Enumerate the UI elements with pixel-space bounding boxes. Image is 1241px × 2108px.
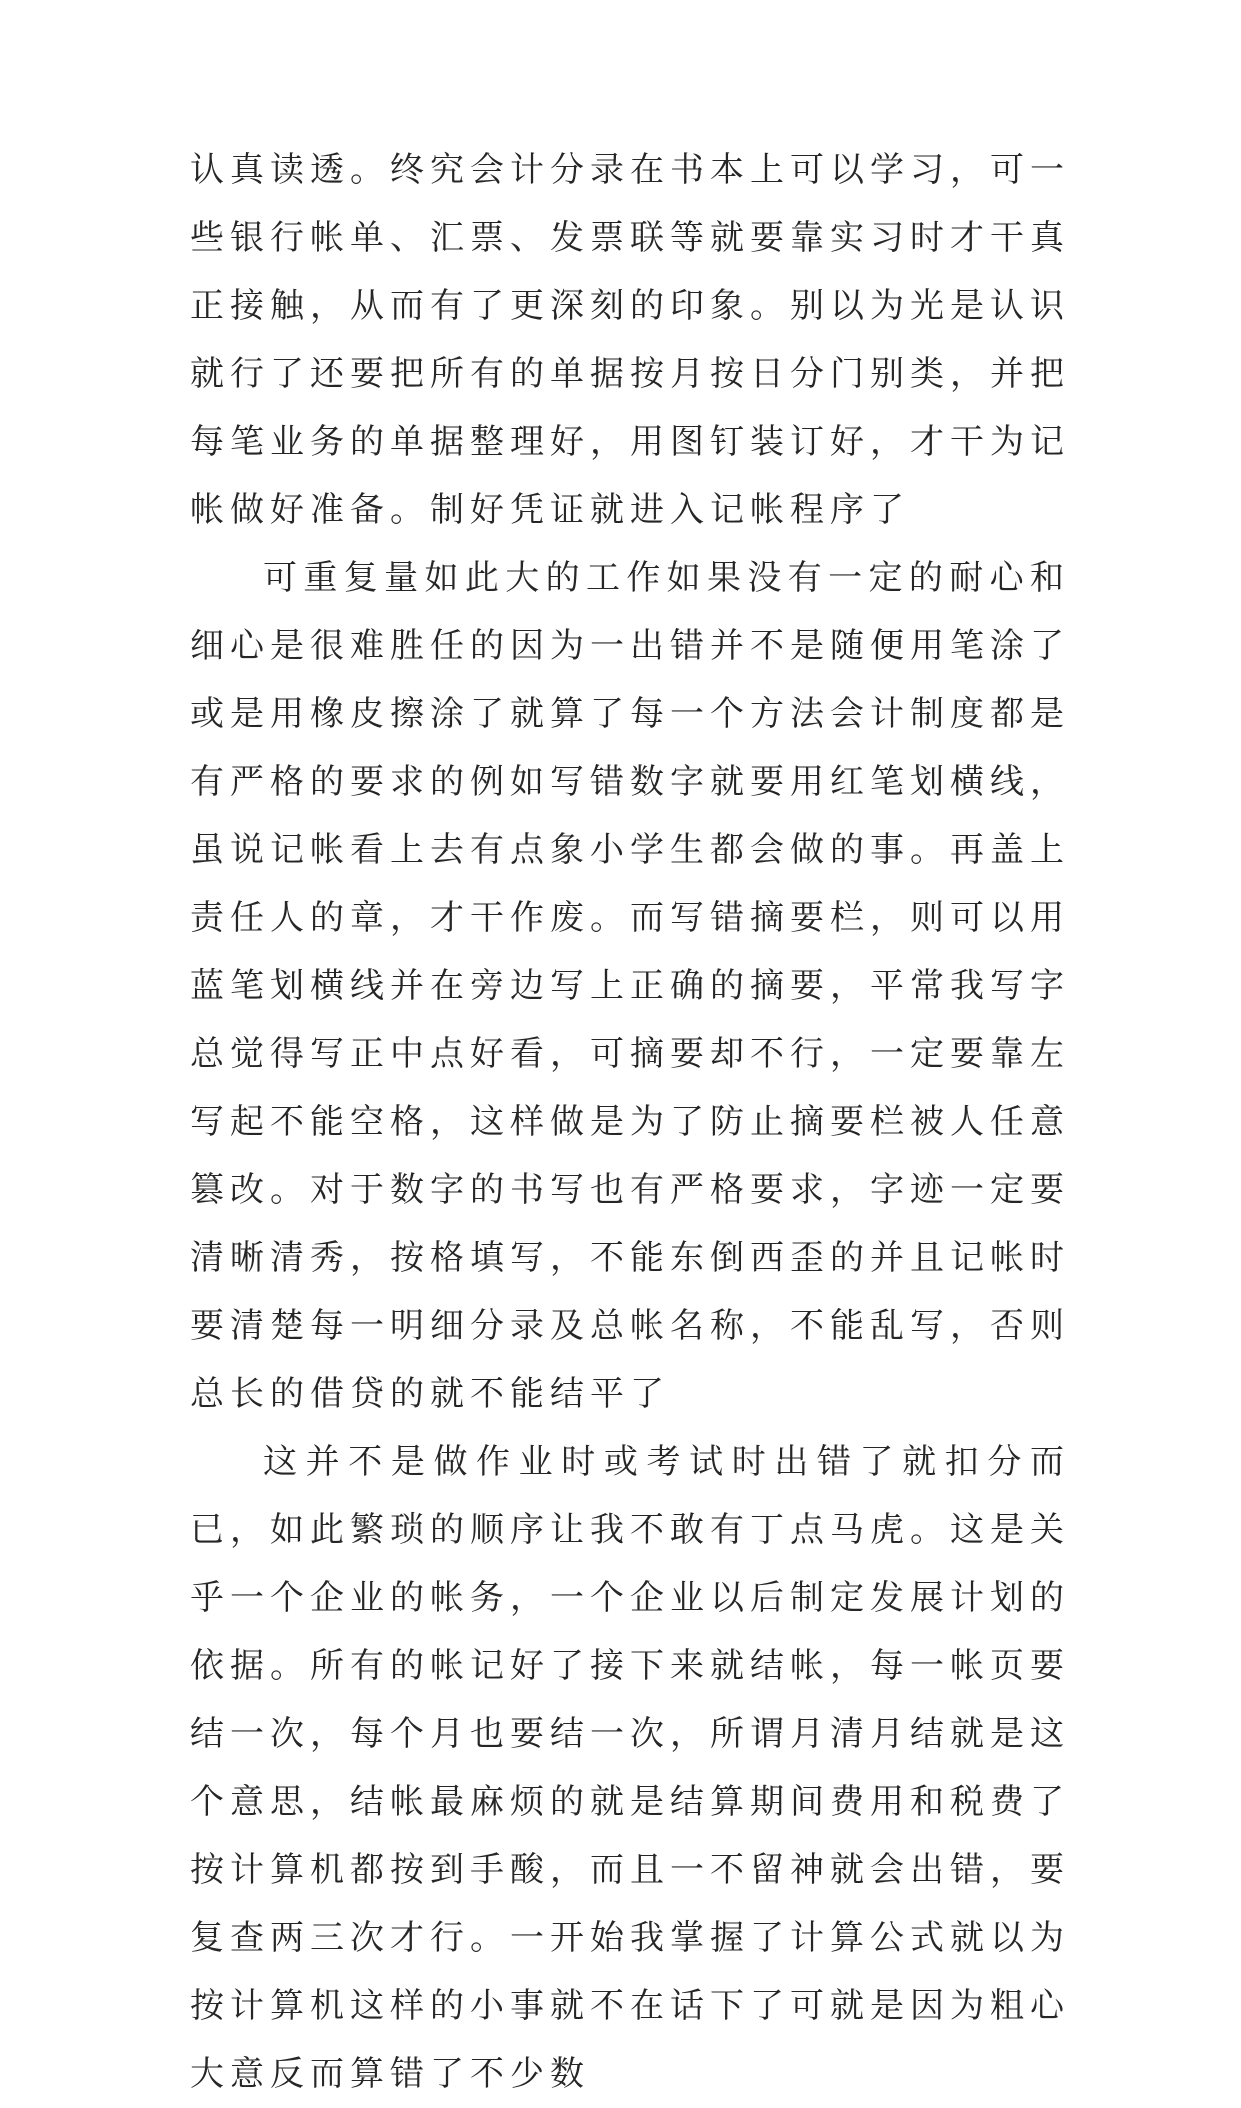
paragraph-1: 认真读透。终究会计分录在书本上可以学习，可一些银行帐单、汇票、发票联等就要靠实习时才干真正接触，从而有了更深刻的印象。别以为光是认识就行了还要把所有的单据按月按日分门别类，并把每笔业务的单据整理好，用图钉装订好，才干为记帐做好准备。制好凭证就进入记帐程序了 [190, 150, 1070, 530]
paragraph-2: 可重复量如此大的工作如果没有一定的耐心和细心是很难胜任的因为一出错并不是随便用笔涂了或是用橡皮擦涂了就算了每一个方法会计制度都是有严格的要求的例如写错数字就要用红笔划横线，虽说记帐看上去有点象小学生都会做的事。再盖上责任人的章，才干作废。而写错摘要栏，则可以用蓝笔划横线并在旁边写上正确的摘要，平常我写字总觉得写正中点好看，可摘要却不行，一定要靠左写起不能空格，这样做是为了防止摘要栏被人任意篡改。对于数字的书写也有严格要求，字迹一定要清晰清秀，按格填写，不能东倒西歪的并且记帐时要清楚每一明细分录及总帐名称，不能乱写，否则总长的借贷的就不能结平了 [190, 558, 1070, 1414]
paragraph-3: 这并不是做作业时或考试时出错了就扣分而已，如此繁琐的顺序让我不敢有丁点马虎。这是关乎一个企业的帐务，一个企业以后制定发展计划的依据。所有的帐记好了接下来就结帐，每一帐页要结一次，每个月也要结一次，所谓月清月结就是这个意思，结帐最麻烦的就是结算期间费用和税费了按计算机都按到手酸，而且一不留神就会出错，要复查两三次才行。一开始我掌握了计算公式就以为按计算机这样的小事就不在话下了可就是因为粗心大意反而算错了不少数 [190, 1442, 1070, 2094]
document-body [190, 136, 1070, 2108]
